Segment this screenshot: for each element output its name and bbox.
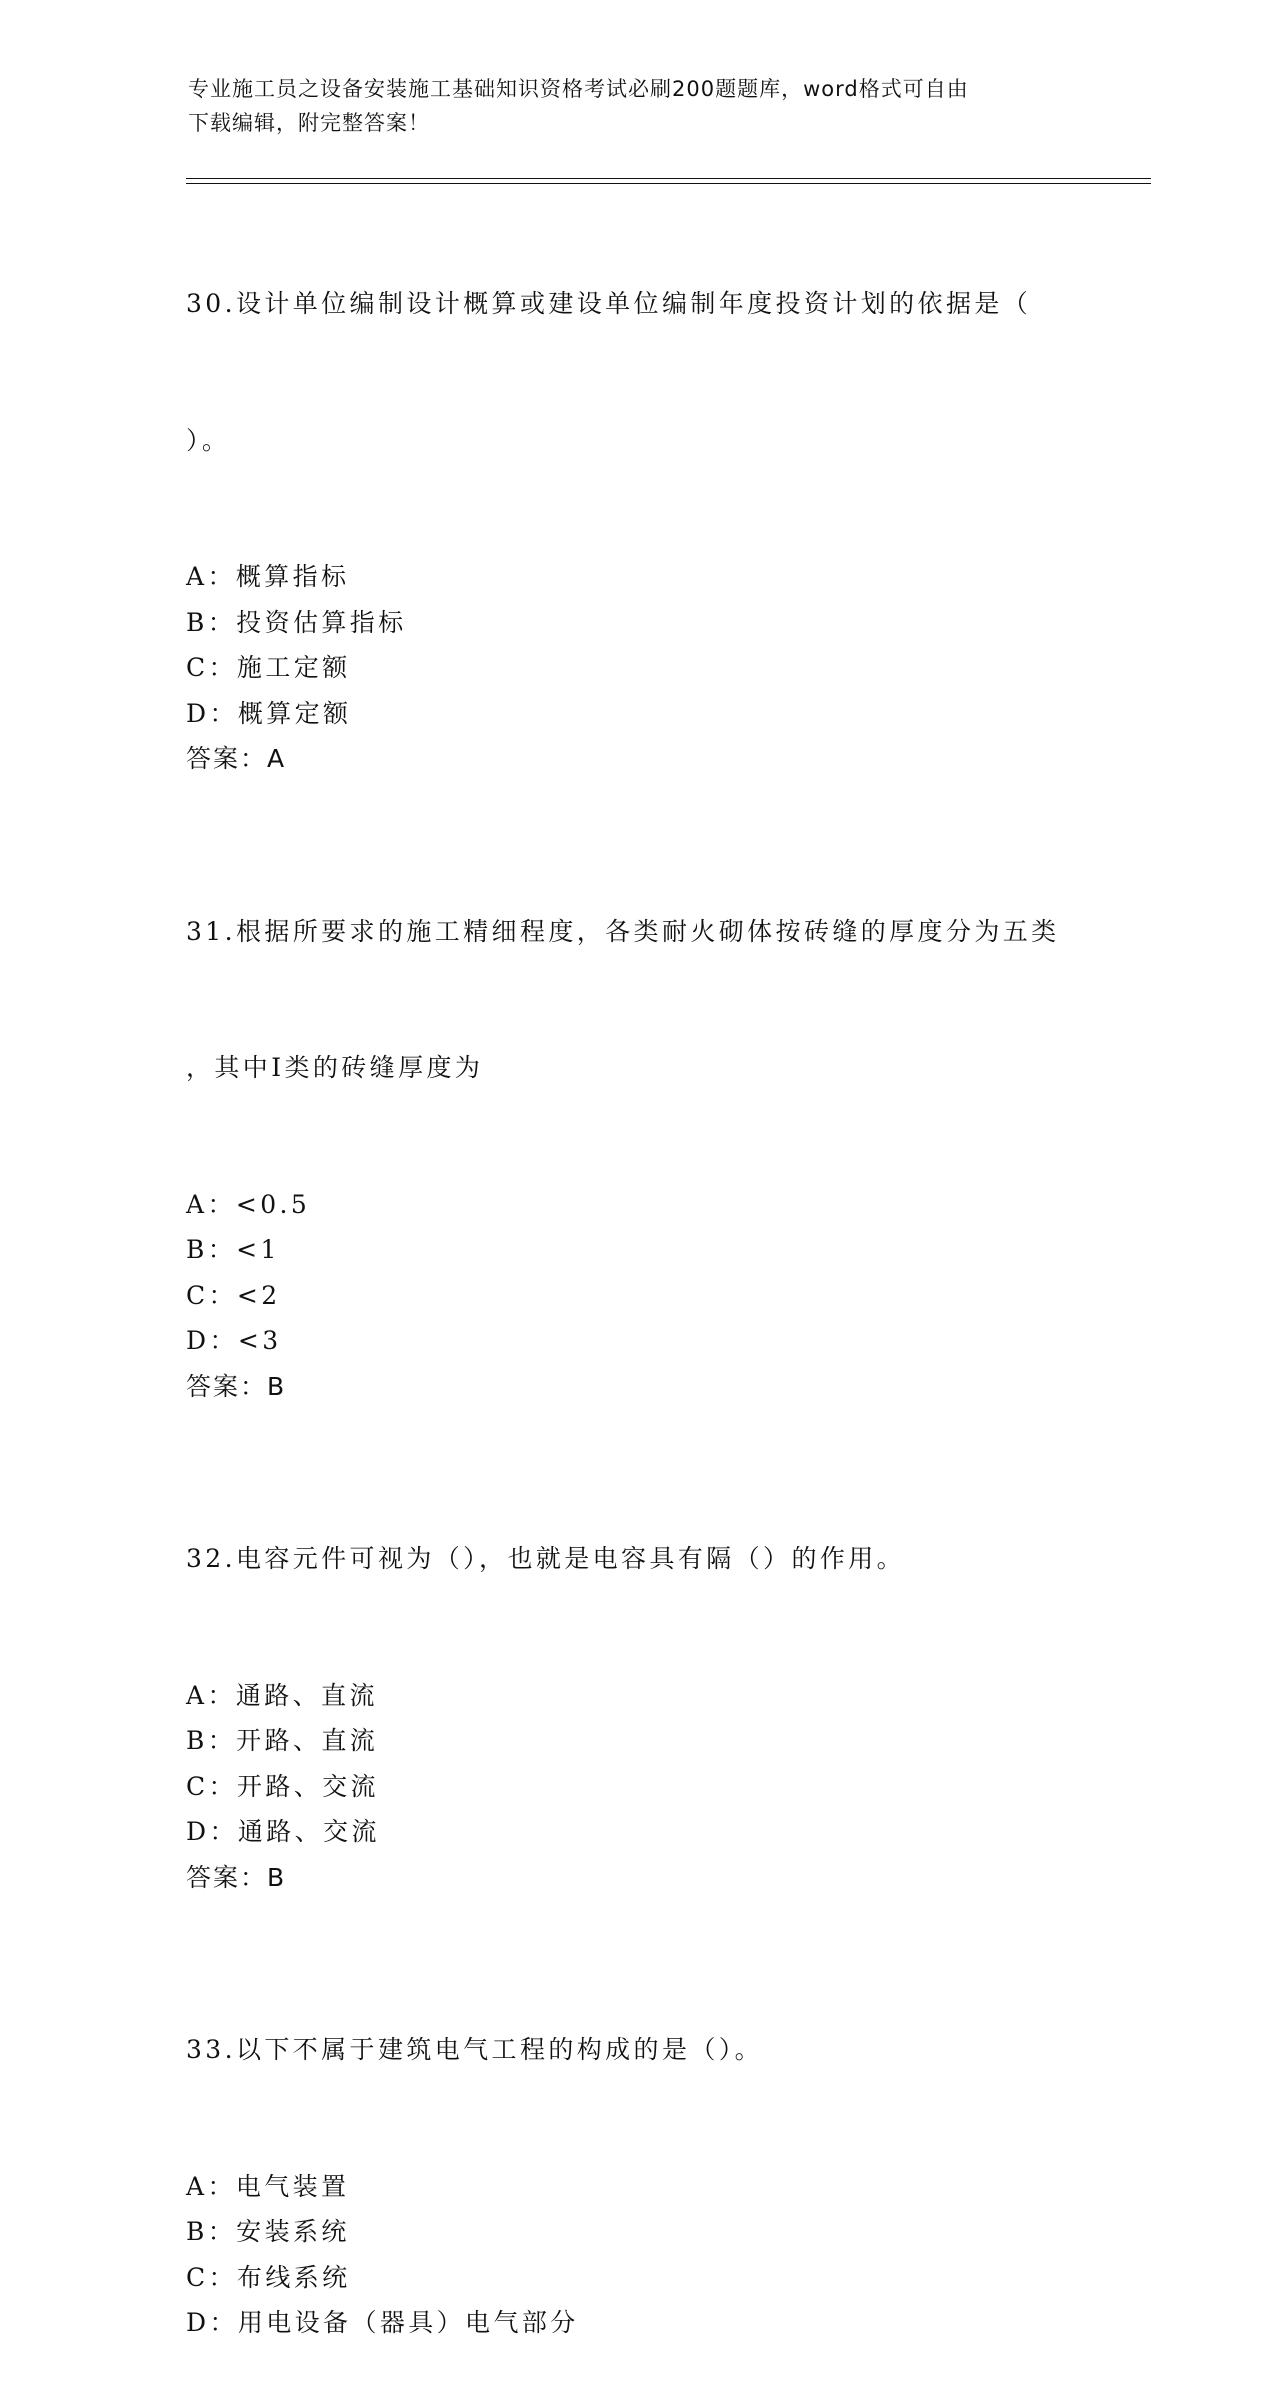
answer-line: 答案：B [186,1371,287,1401]
option-b: B：<1 [186,1235,280,1264]
option-a: A：概算指标 [186,562,350,591]
question-stem [186,1445,1126,1673]
question-stem [186,190,1126,554]
question-33 [186,1936,1126,2346]
option-b: B：开路、直流 [186,1726,379,1755]
option-b: B：安装系统 [186,2217,350,2246]
stem-line: ）。 [186,425,231,455]
option-c: C：<2 [186,1280,281,1310]
stem-line: 32.电容元件可视为（），也就是电容具有隔（）的作用。 [186,1544,906,1573]
header-line-1: 专业施工员之设备安装施工基础知识资格考试必刷200题题库，word格式可自由 [188,77,969,101]
header-divider-top [186,178,1151,179]
header-line-2: 下载编辑，附完整答案！ [188,111,430,135]
stem-line: 33.以下不属于建筑电气工程的构成的是（）。 [186,2035,764,2064]
stem-line: 30.设计单位编制设计概算或建设单位编制年度投资计划的依据是（ [186,289,1032,318]
header-divider-bottom [186,183,1151,184]
stem-line: ，其中Ⅰ类的砖缝厚度为 [186,1053,484,1082]
option-c: C：布线系统 [186,2262,351,2292]
option-d: D：用电设备（器具）电气部分 [186,2308,579,2337]
question-stem [186,1936,1126,2164]
option-a: A：通路、直流 [186,1680,378,1710]
option-d: D：<3 [186,1326,282,1355]
option-c: C：开路、交流 [186,1771,379,1801]
option-d: D：概算定额 [186,698,352,728]
option-a: A：电气装置 [186,2171,350,2201]
option-c: C：施工定额 [186,653,351,682]
question-31 [186,818,1126,1410]
option-a: A：<0.5 [186,1189,311,1219]
question-30 [186,190,1126,782]
document-header [188,72,1088,140]
stem-line: 31.根据所要求的施工精细程度，各类耐火砌体按砖缝的厚度分为五类 [186,916,1060,946]
question-list [186,190,1126,2382]
option-d: D：通路、交流 [186,1817,380,1846]
answer-line: 答案：B [186,1862,287,1892]
question-32 [186,1445,1126,1900]
answer-line: 答案：A [186,744,287,773]
question-stem [186,818,1126,1182]
option-b: B：投资估算指标 [186,607,407,637]
